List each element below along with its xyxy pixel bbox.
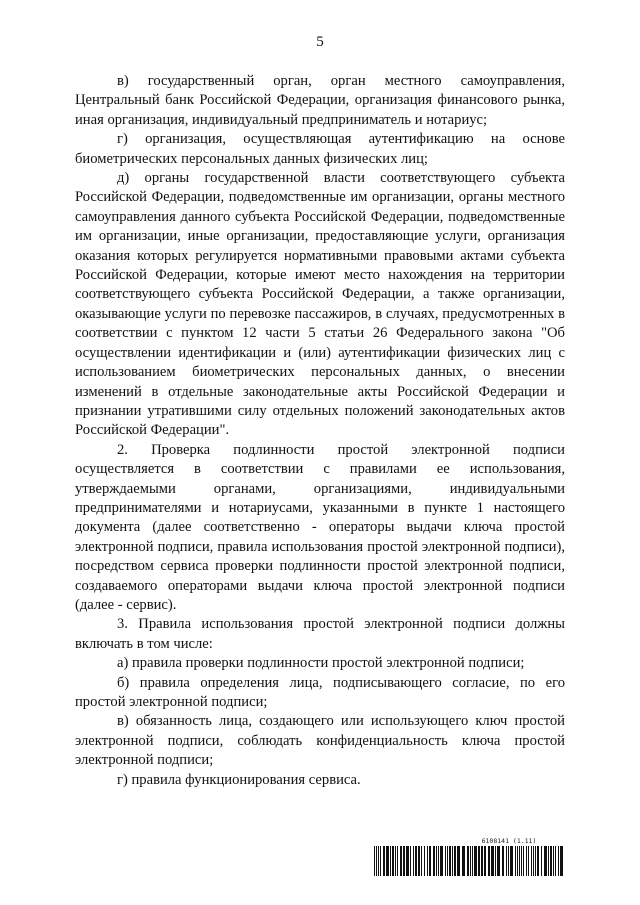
paragraph-item-b: б) правила определения лица, подписывающего согласие, по его простой электронной подписи; <box>75 674 565 710</box>
paragraph-item-a: а) правила проверки подлинности простой электронной подписи; <box>117 655 525 672</box>
barcode-icon <box>374 846 564 876</box>
paragraph-item-g2: г) правила функционирования сервиса. <box>117 771 361 788</box>
paragraph-section-2: 2. Проверка подлинности простой электронной подписи осуществляется в соответствии с правилами ее использования, утверждаемыми органами, организациями, индивидуальными предпринимателями и нотариусами, указанными в пункте 1 настоящего документа (далее соответственно - операторы выдачи ключа простой электронной подписи, правила использования простой электронной подписи), посредством сервиса проверки подлинности простой электронной подписи, создаваемого операторами выдачи ключа простой электронной подписи (далее - сервис). <box>75 441 565 613</box>
paragraph-item-g: г) организация, осуществляющая аутентификацию на основе биометрических персональных данных физических лиц; <box>75 131 565 167</box>
page-number: 5 <box>316 34 324 50</box>
paragraph-section-3: 3. Правила использования простой электронной подписи должны включать в том числе: <box>75 616 565 652</box>
paragraph-item-v: в) государственный орган, орган местного самоуправления, Центральный банк Российской Федерации, организация финансового рынка, иная организация, индивидуальный предприниматель и нотариус; <box>75 73 565 128</box>
document-footer-code: 6108141 (1.11) <box>481 837 537 845</box>
paragraph-item-v2: в) обязанность лица, создающего или использующего ключ простой электронной подписи, соблюдать конфиденциальность ключа простой электронной подписи; <box>75 713 565 769</box>
document-body <box>75 72 565 790</box>
paragraph-item-d: д) органы государственной власти соответствующего субъекта Российской Федерации, подведомственные им организации, органы местного самоуправления данного субъекта Российской Федерации, подведомственные им организации, иные организации, предоставляющие услуги, организация оказания которых регулируется нормативными правовыми актами субъекта Российской Федерации, которые имеют место нахождения на территории соответствующего субъекта Российской Федерации, а также организации, оказывающие услуги по перевозке пассажиров, в случаях, предусмотренных в соответствии с пунктом 12 части 5 статьи 26 Федерального закона "Об осуществлении идентификации и (или) аутентификации физических лиц с использованием биометрических персональных данных, о внесении изменений в отдельные законодательные акты Российской Федерации и признании утратившими силу отдельных положений законодательных актов Российской Федерации". <box>75 170 565 439</box>
